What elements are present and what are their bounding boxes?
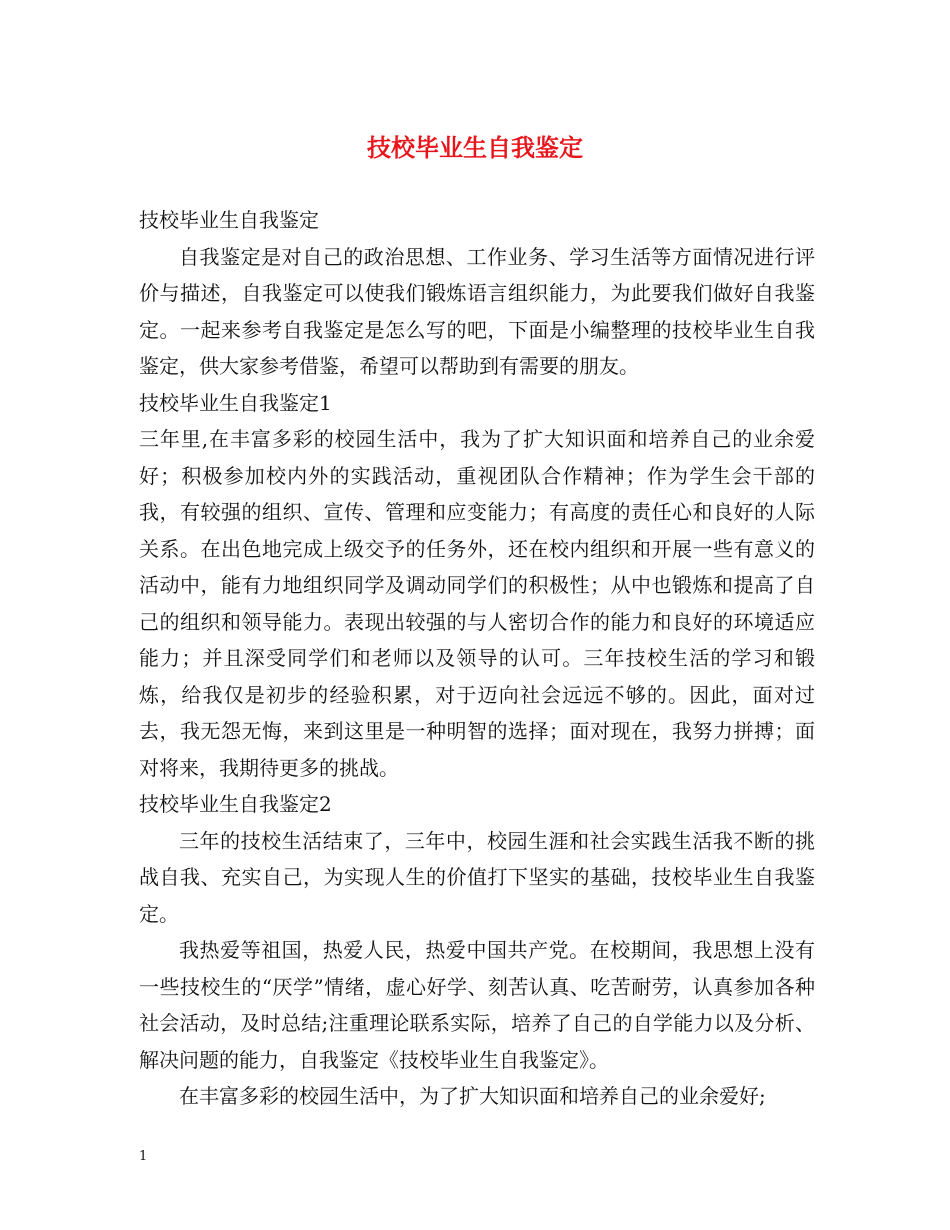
paragraph-2b: 我热爱等祖国，热爱人民，热爱中国共产党。在校期间，我思想上没有一些技校生的“厌学”情绪，虚心好学、刻苦认真、吃苦耐劳，认真参加各种社会活动，及时总结;注重理论联系实际，培养了自己的自学能力以及分析、解决问题的能力，自我鉴定《技校毕业生自我鉴定》。 [139,938,815,1072]
paragraph-1: 三年里,在丰富多彩的校园生活中，我为了扩大知识面和培养自己的业余爱好；积极参加校内外的实践活动，重视团队合作精神；作为学生会干部的我，有较强的组织、宣传、管理和应变能力；有高度的责任心和良好的人际关系。在出色地完成上级交予的任务外，还在校内组织和开展一些有意义的活动中，能有力地组织同学及调动同学们的积极性；从中也锻炼和提高了自己的组织和领导能力。表现出较强的与人密切合作的能力和良好的环境适应能力；并且深受同学们和老师以及领导的认可。三年技校生活的学习和锻炼，给我仅是初步的经验积累，对于迈向社会远远不够的。因此，面对过去，我无怨无悔，来到这里是一种明智的选择；面对现在，我努力拼搏；面对将来，我期待更多的挑战。 [139,427,815,780]
section-heading: 技校毕业生自我鉴定 [139,208,319,232]
document-title: 技校毕业生自我鉴定 [367,134,583,162]
intro-paragraph: 自我鉴定是对自己的政治思想、工作业务、学习生活等方面情况进行评价与描述，自我鉴定可以使我们锻炼语言组织能力，为此要我们做好自我鉴定。一起来参考自我鉴定是怎么写的吧，下面是小编整理的技校毕业生自我鉴定，供大家参考借鉴，希望可以帮助到有需要的朋友。 [139,244,815,378]
page-number: 1 [139,1149,148,1164]
section-heading-1: 技校毕业生自我鉴定1 [139,390,332,415]
paragraph-2a: 三年的技校生活结束了，三年中，校园生涯和社会实践生活我不断的挑战自我、充实自己，为实现人生的价值打下坚实的基础，技校毕业生自我鉴定。 [139,828,815,926]
section-heading-2: 技校毕业生自我鉴定2 [139,792,332,816]
paragraph-2c: 在丰富多彩的校园生活中，为了扩大知识面和培养自己的业余爱好; [179,1084,766,1108]
document-body [139,202,815,1115]
